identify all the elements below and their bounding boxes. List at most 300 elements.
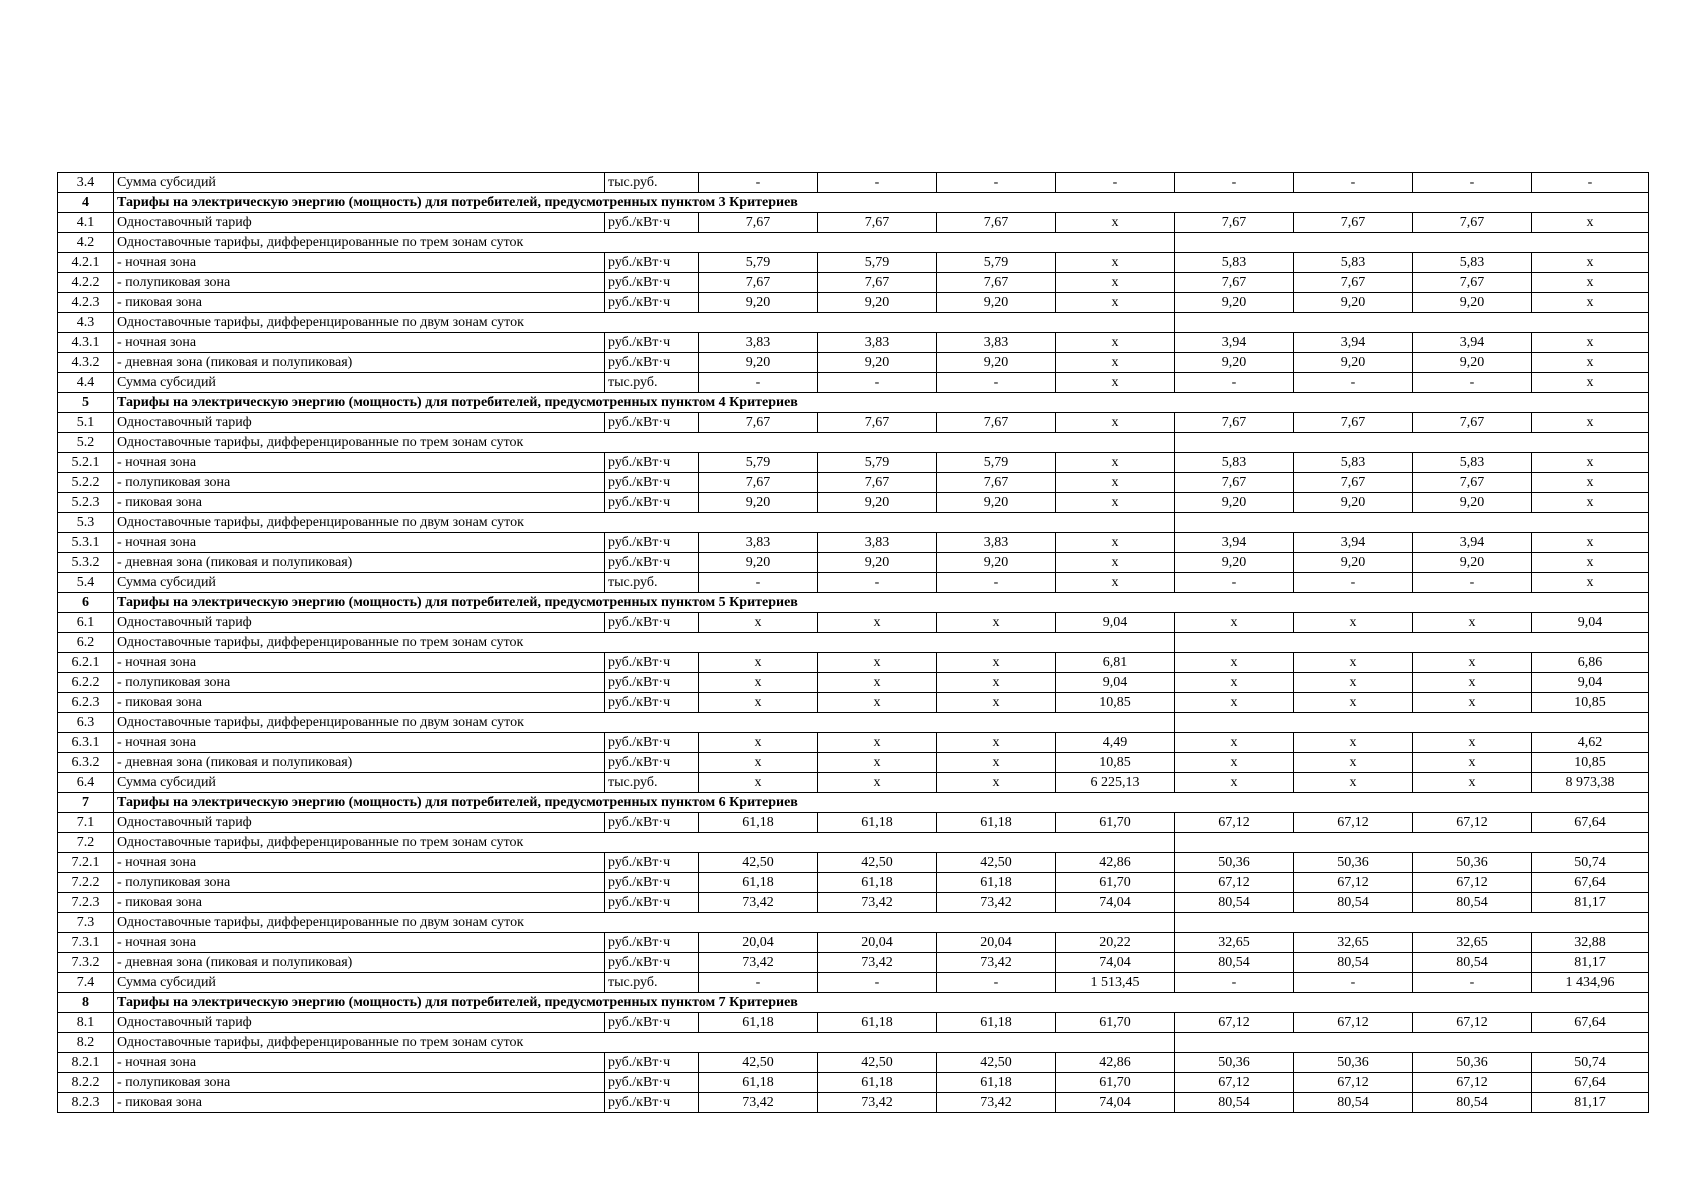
- value-cell: 50,74: [1532, 1053, 1649, 1073]
- value-cell: 10,85: [1056, 693, 1175, 713]
- row-label: - дневная зона (пиковая и полупиковая): [114, 553, 605, 573]
- value-cell: 7,67: [818, 273, 937, 293]
- value-cell: 81,17: [1532, 893, 1649, 913]
- value-cell: 42,86: [1056, 1053, 1175, 1073]
- empty-cell: [699, 313, 1175, 333]
- value-cell: 9,20: [1175, 293, 1294, 313]
- value-cell: 7,67: [1413, 273, 1532, 293]
- value-cell: -: [699, 973, 818, 993]
- empty-cell: [699, 433, 1175, 453]
- value-cell: 50,36: [1175, 1053, 1294, 1073]
- value-cell: х: [1413, 733, 1532, 753]
- row-number: 7: [58, 793, 114, 813]
- value-cell: 9,20: [1175, 493, 1294, 513]
- row-label: Одноставочные тарифы, дифференцированные по двум зонам суток: [114, 913, 699, 933]
- value-cell: 73,42: [699, 953, 818, 973]
- value-cell: 7,67: [1413, 473, 1532, 493]
- value-cell: 61,18: [937, 1013, 1056, 1033]
- table-row: [58, 273, 1649, 293]
- table-row: [58, 773, 1649, 793]
- value-cell: -: [818, 373, 937, 393]
- row-number: 7.2.2: [58, 873, 114, 893]
- value-cell: х: [1532, 473, 1649, 493]
- value-cell: 42,50: [937, 1053, 1056, 1073]
- value-cell: 5,83: [1175, 253, 1294, 273]
- row-number: 4.3: [58, 313, 114, 333]
- row-number: 6: [58, 593, 114, 613]
- value-cell: 3,83: [937, 533, 1056, 553]
- value-cell: -: [1413, 173, 1532, 193]
- table-row: [58, 933, 1649, 953]
- section-row: [58, 793, 1649, 813]
- value-cell: х: [1056, 553, 1175, 573]
- unit-cell: руб./кВт·ч: [605, 453, 699, 473]
- value-cell: 9,20: [818, 293, 937, 313]
- value-cell: х: [1294, 673, 1413, 693]
- value-cell: 9,20: [1294, 353, 1413, 373]
- value-cell: х: [818, 653, 937, 673]
- row-number: 5.3: [58, 513, 114, 533]
- value-cell: 6,81: [1056, 653, 1175, 673]
- value-cell: х: [1532, 293, 1649, 313]
- unit-cell: руб./кВт·ч: [605, 293, 699, 313]
- value-cell: 9,20: [699, 293, 818, 313]
- value-cell: 61,18: [699, 1013, 818, 1033]
- row-number: 7.3.2: [58, 953, 114, 973]
- value-cell: 50,36: [1175, 853, 1294, 873]
- section-title: Тарифы на электрическую энергию (мощность) для потребителей, предусмотренных пунктом 6 Критериев: [114, 793, 699, 813]
- unit-cell: руб./кВт·ч: [605, 1053, 699, 1073]
- value-cell: 3,94: [1413, 333, 1532, 353]
- value-cell: 7,67: [1413, 413, 1532, 433]
- row-label: - ночная зона: [114, 533, 605, 553]
- row-label: - пиковая зона: [114, 493, 605, 513]
- value-cell: 5,79: [699, 453, 818, 473]
- value-cell: 7,67: [1413, 213, 1532, 233]
- table-row: [58, 333, 1649, 353]
- row-number: 3.4: [58, 173, 114, 193]
- table-row: [58, 753, 1649, 773]
- value-cell: 32,88: [1532, 933, 1649, 953]
- row-number: 5.4: [58, 573, 114, 593]
- value-cell: х: [1532, 553, 1649, 573]
- value-cell: -: [1294, 573, 1413, 593]
- row-label: - ночная зона: [114, 1053, 605, 1073]
- value-cell: 80,54: [1175, 953, 1294, 973]
- value-cell: 73,42: [818, 953, 937, 973]
- row-number: 7.1: [58, 813, 114, 833]
- unit-cell: руб./кВт·ч: [605, 953, 699, 973]
- value-cell: 9,04: [1056, 613, 1175, 633]
- value-cell: 10,85: [1532, 753, 1649, 773]
- value-cell: 9,20: [1413, 553, 1532, 573]
- row-number: 4.3.1: [58, 333, 114, 353]
- row-number: 7.2.3: [58, 893, 114, 913]
- value-cell: 6,86: [1532, 653, 1649, 673]
- value-cell: х: [1532, 493, 1649, 513]
- value-cell: -: [1413, 373, 1532, 393]
- value-cell: 9,20: [818, 353, 937, 373]
- value-cell: 9,20: [818, 553, 937, 573]
- value-cell: -: [1175, 373, 1294, 393]
- value-cell: 7,67: [937, 273, 1056, 293]
- value-cell: 3,83: [937, 333, 1056, 353]
- value-cell: -: [818, 173, 937, 193]
- value-cell: 7,67: [1175, 213, 1294, 233]
- empty-cell: [1175, 313, 1649, 333]
- value-cell: 9,20: [699, 553, 818, 573]
- value-cell: 61,18: [818, 1013, 937, 1033]
- value-cell: х: [1056, 573, 1175, 593]
- row-label: - дневная зона (пиковая и полупиковая): [114, 753, 605, 773]
- value-cell: 67,12: [1175, 1013, 1294, 1033]
- value-cell: 67,64: [1532, 873, 1649, 893]
- row-number: 5.2.1: [58, 453, 114, 473]
- value-cell: х: [937, 753, 1056, 773]
- row-label: - пиковая зона: [114, 693, 605, 713]
- value-cell: 67,64: [1532, 813, 1649, 833]
- section-row: [58, 193, 1649, 213]
- value-cell: х: [1413, 693, 1532, 713]
- table-row: [58, 693, 1649, 713]
- table-row: [58, 953, 1649, 973]
- value-cell: 80,54: [1294, 1093, 1413, 1113]
- value-cell: 61,70: [1056, 1073, 1175, 1093]
- table-row: [58, 853, 1649, 873]
- value-cell: х: [1294, 733, 1413, 753]
- value-cell: 80,54: [1294, 893, 1413, 913]
- empty-cell: [1175, 1033, 1649, 1053]
- section-row: [58, 393, 1649, 413]
- value-cell: 5,79: [937, 453, 1056, 473]
- row-label: Одноставочные тарифы, дифференцированные по двум зонам суток: [114, 313, 699, 333]
- value-cell: 67,12: [1294, 1073, 1413, 1093]
- table-row: [58, 353, 1649, 373]
- value-cell: х: [937, 733, 1056, 753]
- value-cell: х: [1413, 773, 1532, 793]
- value-cell: х: [1294, 693, 1413, 713]
- value-cell: 32,65: [1175, 933, 1294, 953]
- value-cell: -: [818, 973, 937, 993]
- value-cell: 9,04: [1532, 613, 1649, 633]
- value-cell: х: [1175, 673, 1294, 693]
- value-cell: х: [1175, 613, 1294, 633]
- value-cell: 3,83: [818, 533, 937, 553]
- value-cell: х: [699, 653, 818, 673]
- row-label: - пиковая зона: [114, 293, 605, 313]
- row-number: 8.2.2: [58, 1073, 114, 1093]
- tariff-table: [57, 172, 1649, 1113]
- row-number: 6.2.3: [58, 693, 114, 713]
- row-number: 5: [58, 393, 114, 413]
- value-cell: 61,18: [937, 813, 1056, 833]
- value-cell: 50,36: [1413, 1053, 1532, 1073]
- unit-cell: руб./кВт·ч: [605, 333, 699, 353]
- value-cell: 3,94: [1294, 533, 1413, 553]
- value-cell: 7,67: [937, 413, 1056, 433]
- value-cell: 42,50: [818, 1053, 937, 1073]
- value-cell: -: [937, 573, 1056, 593]
- value-cell: х: [1056, 373, 1175, 393]
- row-number: 6.2.2: [58, 673, 114, 693]
- value-cell: х: [1056, 533, 1175, 553]
- value-cell: 9,20: [937, 493, 1056, 513]
- subheader-row: [58, 713, 1649, 733]
- row-label: Одноставочный тариф: [114, 813, 605, 833]
- value-cell: 7,67: [937, 213, 1056, 233]
- empty-cell: [1175, 833, 1649, 853]
- row-number: 8.2: [58, 1033, 114, 1053]
- value-cell: 9,20: [937, 353, 1056, 373]
- value-cell: 7,67: [699, 413, 818, 433]
- value-cell: х: [1294, 753, 1413, 773]
- empty-cell: [1175, 913, 1649, 933]
- value-cell: 7,67: [1294, 413, 1413, 433]
- value-cell: х: [1175, 693, 1294, 713]
- value-cell: 5,79: [937, 253, 1056, 273]
- table-row: [58, 613, 1649, 633]
- value-cell: 5,83: [1294, 253, 1413, 273]
- row-label: Сумма субсидий: [114, 973, 605, 993]
- unit-cell: руб./кВт·ч: [605, 1093, 699, 1113]
- empty-cell: [1175, 433, 1649, 453]
- empty-cell: [699, 833, 1175, 853]
- value-cell: х: [1294, 653, 1413, 673]
- table-row: [58, 1073, 1649, 1093]
- row-label: - ночная зона: [114, 933, 605, 953]
- unit-cell: руб./кВт·ч: [605, 553, 699, 573]
- row-number: 7.2: [58, 833, 114, 853]
- section-title: Тарифы на электрическую энергию (мощность) для потребителей, предусмотренных пунктом 3 Критериев: [114, 193, 699, 213]
- row-number: 5.2: [58, 433, 114, 453]
- value-cell: х: [1175, 653, 1294, 673]
- tariff-table-container: [57, 172, 1649, 1113]
- empty-cell: [1175, 513, 1649, 533]
- value-cell: 7,67: [818, 213, 937, 233]
- tariff-table-body: [58, 173, 1649, 1113]
- row-number: 7.3.1: [58, 933, 114, 953]
- value-cell: х: [818, 673, 937, 693]
- value-cell: х: [1294, 613, 1413, 633]
- value-cell: х: [1532, 353, 1649, 373]
- value-cell: 80,54: [1175, 1093, 1294, 1113]
- unit-cell: руб./кВт·ч: [605, 733, 699, 753]
- value-cell: 3,83: [818, 333, 937, 353]
- value-cell: 4,49: [1056, 733, 1175, 753]
- value-cell: -: [1294, 973, 1413, 993]
- value-cell: 7,67: [699, 473, 818, 493]
- row-number: 4.1: [58, 213, 114, 233]
- row-label: - дневная зона (пиковая и полупиковая): [114, 353, 605, 373]
- row-number: 4.2.2: [58, 273, 114, 293]
- unit-cell: руб./кВт·ч: [605, 493, 699, 513]
- table-row: [58, 573, 1649, 593]
- value-cell: 42,86: [1056, 853, 1175, 873]
- unit-cell: руб./кВт·ч: [605, 693, 699, 713]
- row-number: 6.3.2: [58, 753, 114, 773]
- value-cell: 67,12: [1294, 813, 1413, 833]
- value-cell: 80,54: [1413, 953, 1532, 973]
- subheader-row: [58, 233, 1649, 253]
- value-cell: х: [937, 673, 1056, 693]
- row-label: Одноставочные тарифы, дифференцированные по двум зонам суток: [114, 513, 699, 533]
- unit-cell: руб./кВт·ч: [605, 413, 699, 433]
- row-number: 7.2.1: [58, 853, 114, 873]
- value-cell: 4,62: [1532, 733, 1649, 753]
- empty-cell: [699, 233, 1175, 253]
- row-label: Одноставочные тарифы, дифференцированные по двум зонам суток: [114, 713, 699, 733]
- value-cell: 10,85: [1532, 693, 1649, 713]
- row-label: - ночная зона: [114, 733, 605, 753]
- value-cell: 67,12: [1294, 1013, 1413, 1033]
- row-number: 4: [58, 193, 114, 213]
- value-cell: 61,18: [818, 873, 937, 893]
- value-cell: 67,12: [1413, 873, 1532, 893]
- section-title: Тарифы на электрическую энергию (мощность) для потребителей, предусмотренных пунктом 4 Критериев: [114, 393, 699, 413]
- value-cell: х: [1056, 353, 1175, 373]
- value-cell: -: [937, 973, 1056, 993]
- row-label: - полупиковая зона: [114, 873, 605, 893]
- value-cell: -: [937, 173, 1056, 193]
- value-cell: х: [699, 753, 818, 773]
- value-cell: 42,50: [699, 853, 818, 873]
- table-row: [58, 653, 1649, 673]
- value-cell: 3,83: [699, 533, 818, 553]
- value-cell: 73,42: [699, 1093, 818, 1113]
- value-cell: 80,54: [1294, 953, 1413, 973]
- value-cell: 5,79: [818, 453, 937, 473]
- row-label: Одноставочный тариф: [114, 613, 605, 633]
- value-cell: х: [1056, 253, 1175, 273]
- table-row: [58, 553, 1649, 573]
- value-cell: х: [1056, 473, 1175, 493]
- row-label: Сумма субсидий: [114, 173, 605, 193]
- value-cell: 9,20: [1175, 553, 1294, 573]
- unit-cell: руб./кВт·ч: [605, 533, 699, 553]
- value-cell: 20,22: [1056, 933, 1175, 953]
- value-cell: 7,67: [699, 273, 818, 293]
- value-cell: 73,42: [818, 893, 937, 913]
- unit-cell: тыс.руб.: [605, 173, 699, 193]
- value-cell: х: [1532, 413, 1649, 433]
- unit-cell: руб./кВт·ч: [605, 873, 699, 893]
- value-cell: 42,50: [937, 853, 1056, 873]
- value-cell: 9,20: [1175, 353, 1294, 373]
- value-cell: 67,12: [1175, 1073, 1294, 1093]
- row-label: Одноставочный тариф: [114, 413, 605, 433]
- value-cell: 1 513,45: [1056, 973, 1175, 993]
- value-cell: 67,12: [1175, 813, 1294, 833]
- value-cell: х: [937, 613, 1056, 633]
- row-label: Одноставочные тарифы, дифференцированные по трем зонам суток: [114, 1033, 699, 1053]
- value-cell: 50,36: [1413, 853, 1532, 873]
- value-cell: 67,12: [1294, 873, 1413, 893]
- subheader-row: [58, 633, 1649, 653]
- empty-cell: [699, 913, 1175, 933]
- value-cell: 5,83: [1413, 253, 1532, 273]
- value-cell: -: [699, 373, 818, 393]
- value-cell: 61,18: [699, 813, 818, 833]
- value-cell: х: [1532, 273, 1649, 293]
- row-label: Одноставочные тарифы, дифференцированные по трем зонам суток: [114, 833, 699, 853]
- value-cell: х: [818, 613, 937, 633]
- value-cell: 9,20: [1294, 553, 1413, 573]
- value-cell: 3,94: [1294, 333, 1413, 353]
- empty-cell: [1175, 233, 1649, 253]
- value-cell: 9,20: [699, 493, 818, 513]
- value-cell: х: [1532, 453, 1649, 473]
- row-label: Одноставочный тариф: [114, 1013, 605, 1033]
- section-filler: [699, 193, 1649, 213]
- value-cell: 73,42: [818, 1093, 937, 1113]
- section-filler: [699, 993, 1649, 1013]
- row-label: - ночная зона: [114, 333, 605, 353]
- value-cell: -: [1175, 173, 1294, 193]
- table-row: [58, 1013, 1649, 1033]
- unit-cell: руб./кВт·ч: [605, 353, 699, 373]
- unit-cell: руб./кВт·ч: [605, 753, 699, 773]
- table-row: [58, 1053, 1649, 1073]
- row-number: 4.2: [58, 233, 114, 253]
- value-cell: 9,20: [699, 353, 818, 373]
- value-cell: 9,20: [1294, 293, 1413, 313]
- table-row: [58, 873, 1649, 893]
- value-cell: х: [1413, 653, 1532, 673]
- value-cell: 50,74: [1532, 853, 1649, 873]
- empty-cell: [699, 633, 1175, 653]
- value-cell: 73,42: [699, 893, 818, 913]
- empty-cell: [699, 713, 1175, 733]
- value-cell: 3,83: [699, 333, 818, 353]
- value-cell: -: [1175, 973, 1294, 993]
- value-cell: 7,67: [818, 413, 937, 433]
- value-cell: -: [937, 373, 1056, 393]
- value-cell: 7,67: [699, 213, 818, 233]
- value-cell: 67,12: [1175, 873, 1294, 893]
- table-row: [58, 1093, 1649, 1113]
- unit-cell: руб./кВт·ч: [605, 1073, 699, 1093]
- value-cell: х: [1056, 453, 1175, 473]
- row-number: 6.3: [58, 713, 114, 733]
- value-cell: х: [1056, 273, 1175, 293]
- row-label: - пиковая зона: [114, 1093, 605, 1113]
- section-filler: [699, 393, 1649, 413]
- unit-cell: руб./кВт·ч: [605, 473, 699, 493]
- subheader-row: [58, 513, 1649, 533]
- unit-cell: тыс.руб.: [605, 973, 699, 993]
- table-row: [58, 293, 1649, 313]
- table-row: [58, 473, 1649, 493]
- row-label: - полупиковая зона: [114, 273, 605, 293]
- row-number: 7.4: [58, 973, 114, 993]
- row-label: Одноставочный тариф: [114, 213, 605, 233]
- value-cell: 20,04: [818, 933, 937, 953]
- value-cell: 5,83: [1294, 453, 1413, 473]
- value-cell: 74,04: [1056, 953, 1175, 973]
- row-label: Одноставочные тарифы, дифференцированные по трем зонам суток: [114, 233, 699, 253]
- value-cell: 81,17: [1532, 1093, 1649, 1113]
- value-cell: х: [818, 733, 937, 753]
- value-cell: х: [1532, 373, 1649, 393]
- row-number: 5.1: [58, 413, 114, 433]
- section-filler: [699, 793, 1649, 813]
- section-title: Тарифы на электрическую энергию (мощность) для потребителей, предусмотренных пунктом 5 Критериев: [114, 593, 699, 613]
- row-label: - дневная зона (пиковая и полупиковая): [114, 953, 605, 973]
- unit-cell: руб./кВт·ч: [605, 253, 699, 273]
- value-cell: 9,20: [937, 293, 1056, 313]
- table-row: [58, 893, 1649, 913]
- section-row: [58, 593, 1649, 613]
